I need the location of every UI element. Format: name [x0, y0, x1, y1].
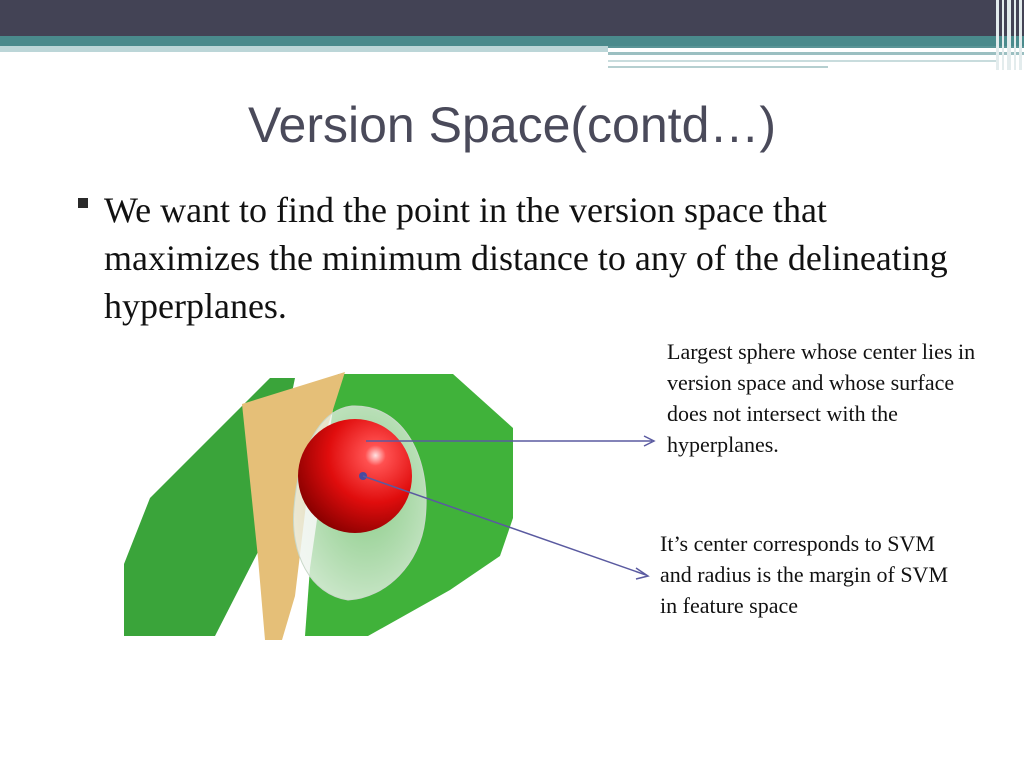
bullet-text: We want to find the point in the version space that maximizes the minimum distance to any of the delineating hyperplanes. [104, 190, 948, 326]
header-accent-line [608, 66, 828, 68]
sphere-callout-text: Largest sphere whose center lies in version space and whose surface does not intersect with the hyperplanes. [667, 339, 976, 457]
arrowhead-icon [636, 568, 648, 579]
arrowhead-icon [644, 436, 654, 446]
header-accent-line [608, 46, 1024, 48]
header-corner-stripes [994, 0, 1024, 70]
slide-title: Version Space(contd…) [247, 97, 777, 153]
header-dark-bar [0, 0, 1024, 36]
header-accent-line [608, 60, 998, 62]
header-light-band [0, 46, 608, 52]
version-space-figure [120, 368, 520, 658]
center-callout-text: It’s center corresponds to SVM and radius is the margin of SVM in feature space [660, 531, 949, 618]
max-margin-sphere [298, 419, 412, 533]
sphere-center-point [359, 472, 367, 480]
square-bullet-icon [78, 198, 88, 208]
header-teal-band [0, 36, 1024, 46]
header-accent-line [608, 52, 1024, 55]
